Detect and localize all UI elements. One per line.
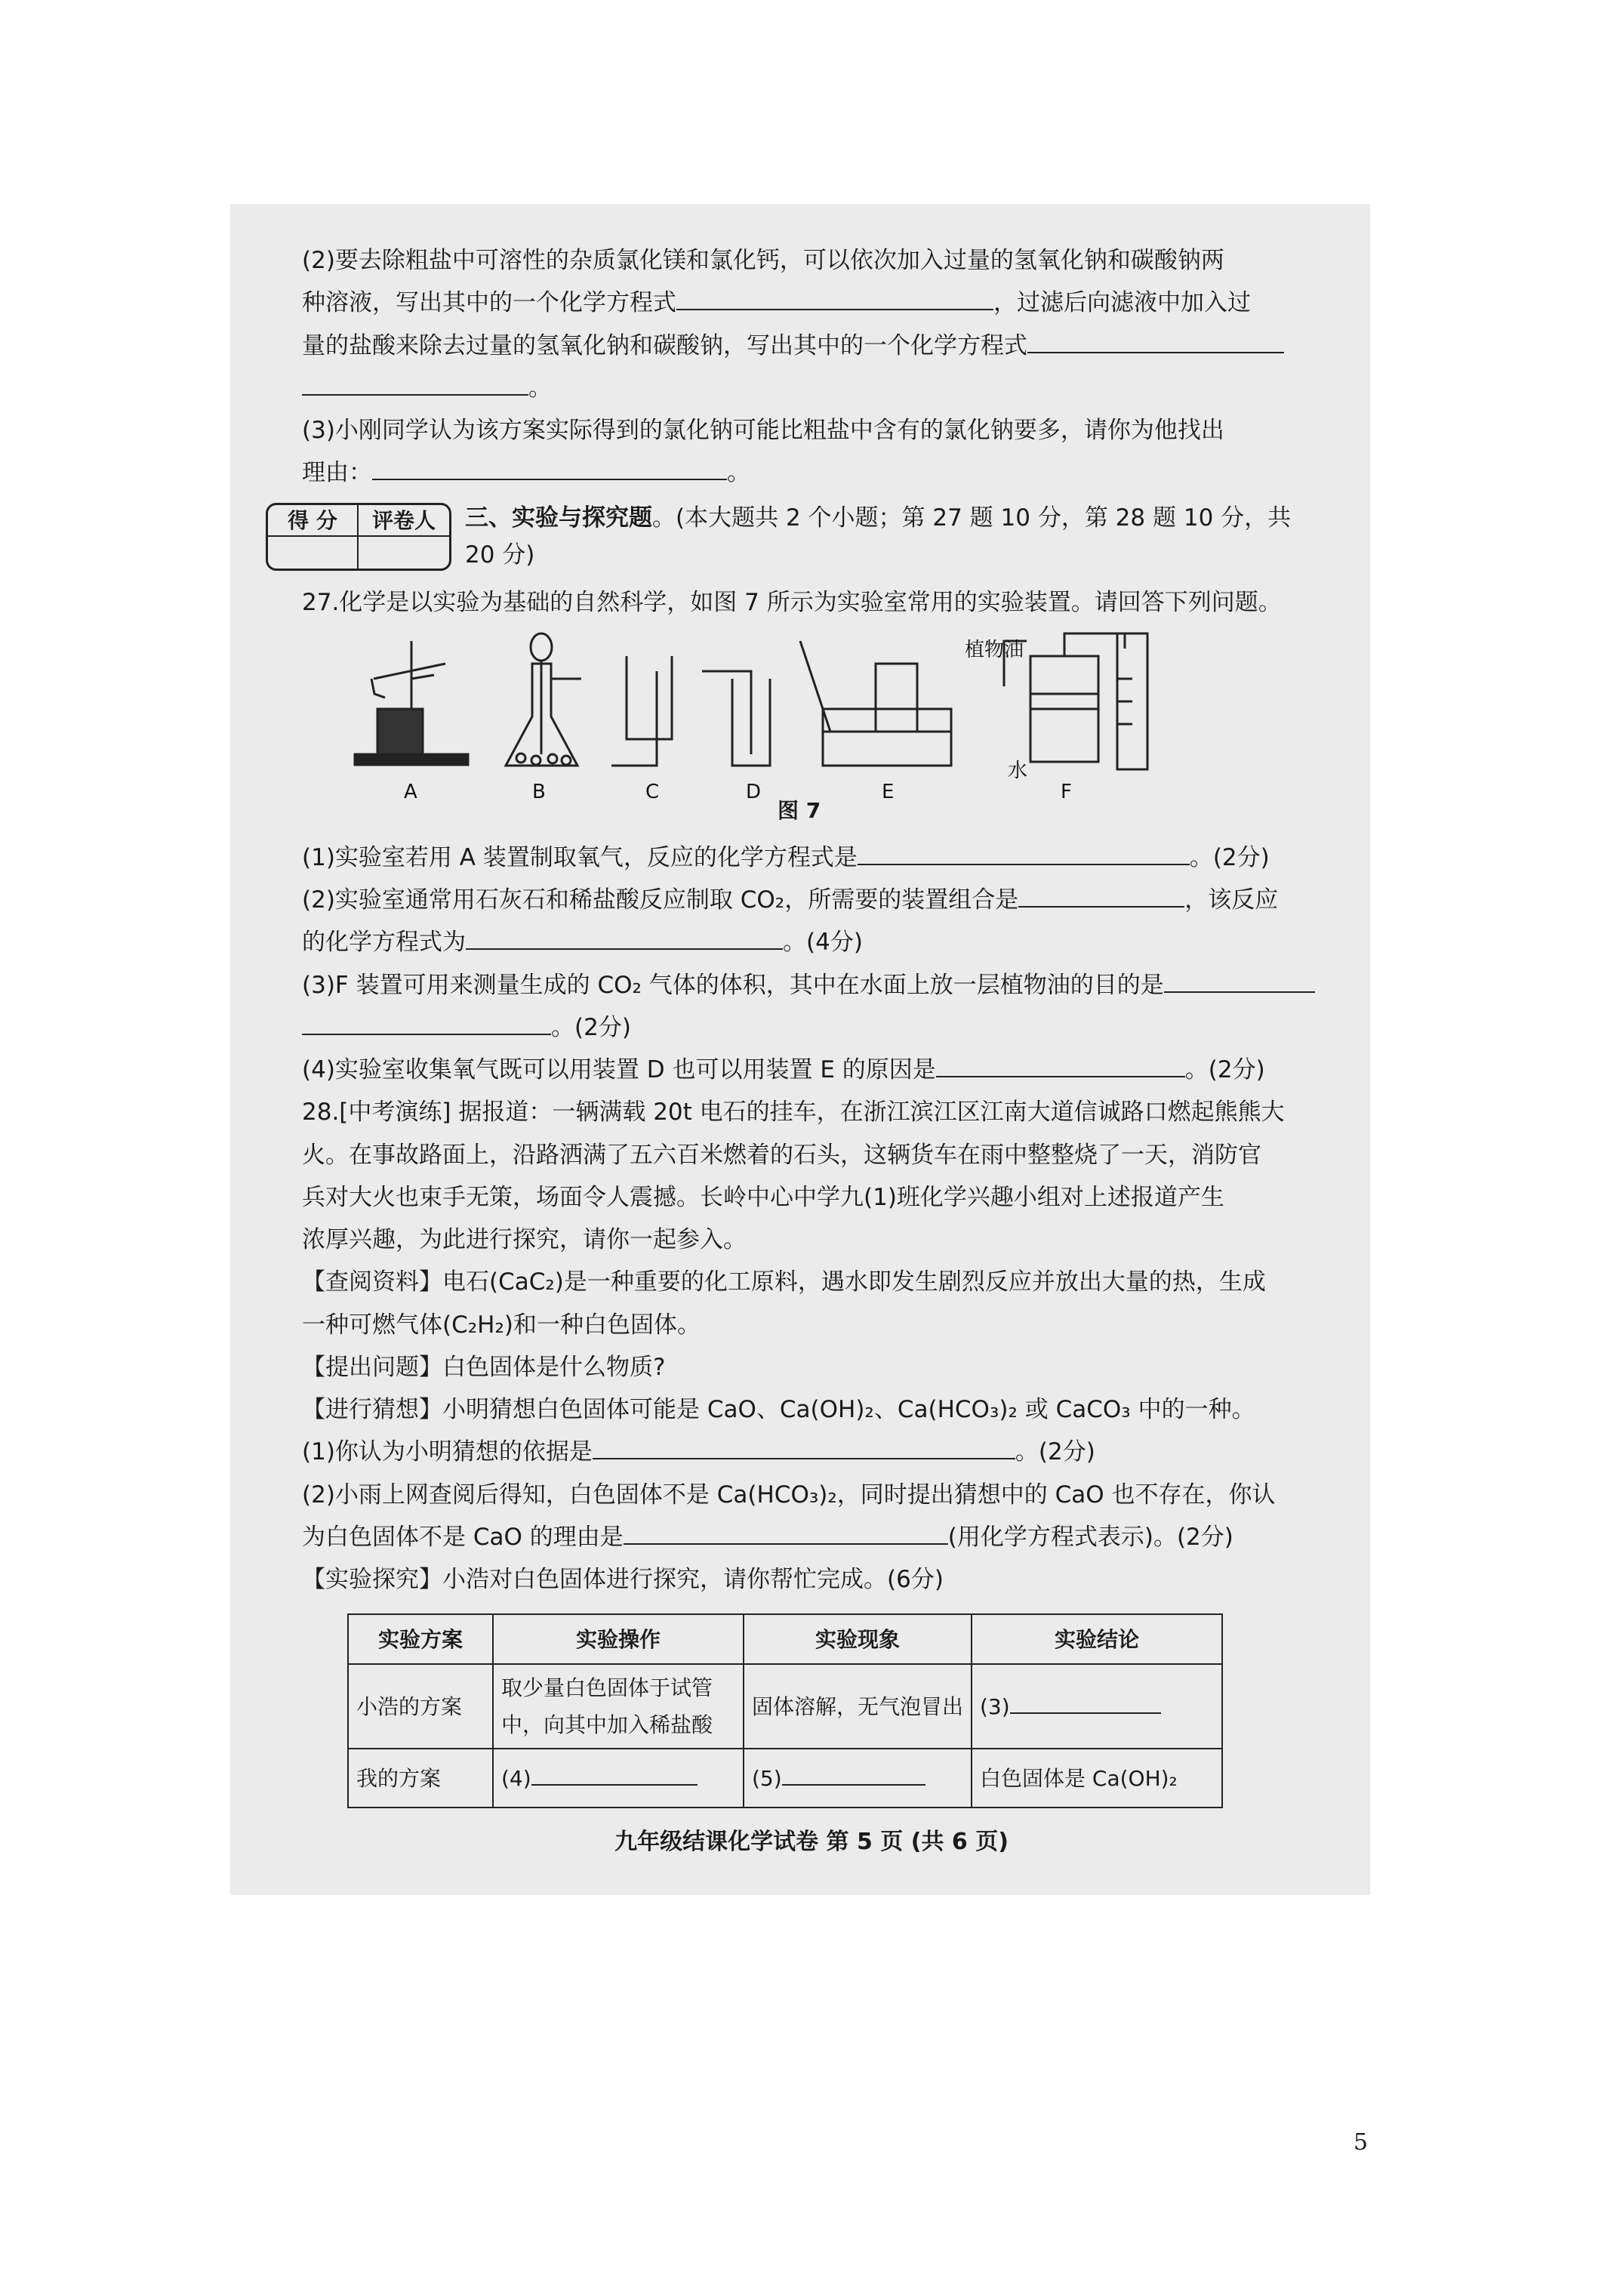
- points: 。(2分): [1189, 843, 1270, 871]
- table-cell-answer[interactable]: [972, 1664, 1222, 1749]
- q27-stem: 27.化学是以实验为基础的自然科学，如图 7 所示为实验室常用的实验装置。请回答下列问题。: [302, 588, 1282, 616]
- q27-2-text2: ，该反应: [1184, 886, 1279, 914]
- answer-blank[interactable]: [624, 1521, 948, 1545]
- period: 。: [727, 459, 750, 487]
- section3-note: 。(本大题共 2 个小题；第 27 题 10 分，第 28 题 10 分，共: [652, 504, 1292, 532]
- blank-label: (5): [752, 1765, 782, 1791]
- q26-part3-line1: (3)小刚同学认为该方案实际得到的氯化钠可能比粗盐中含有的氯化钠要多，请你为他找出: [302, 417, 1224, 444]
- q28-stem-4: 浓厚兴趣，为此进行探究，请你一起参入。: [302, 1226, 747, 1254]
- q27-2-text: (2)实验室通常用石灰石和稀盐酸反应制取 CO₂，所需要的装置组合是: [302, 886, 1019, 914]
- q26-part2-line2: [302, 282, 1344, 323]
- q27-2-line1: [302, 880, 1344, 920]
- page-footer: 九年级结课化学试卷 第 5 页 (共 6 页): [614, 1829, 1009, 1855]
- answer-blank[interactable]: [1027, 329, 1284, 353]
- figure-caption: 图 7: [778, 797, 821, 823]
- q28-stem-2: 火。在事故路面上，沿路洒满了五六百米燃着的石头，这辆货车在雨中整整烧了一天，消防官: [302, 1141, 1261, 1169]
- table-cell: 取少量白色固体于试管中，向其中加入稀盐酸: [493, 1664, 744, 1749]
- points: (用化学方程式表示)。(2分): [947, 1523, 1233, 1551]
- score-box: [266, 503, 451, 571]
- answer-blank[interactable]: [372, 456, 727, 480]
- table-cell: 小浩的方案: [348, 1664, 493, 1749]
- q26-part3-label: 理由：: [302, 459, 372, 487]
- answer-blank[interactable]: [302, 1011, 551, 1035]
- q28-s2-line2: [302, 1517, 1344, 1558]
- figure-label-e: E: [882, 780, 895, 803]
- table-cell: 固体溶解，无气泡冒出: [744, 1664, 972, 1749]
- q27-1-text: (1)实验室若用 A 装置制取氧气，反应的化学方程式是: [302, 843, 858, 871]
- figure-oil-label: 植物油: [965, 638, 1024, 661]
- figure-label-d: D: [746, 780, 762, 803]
- blank-label: (3): [980, 1693, 1010, 1719]
- figure-7: [302, 626, 1344, 823]
- q28-s2-text: 为白色固体不是 CaO 的理由是: [302, 1523, 624, 1551]
- q26-part2-text2: ，过滤后向滤液中加入过: [993, 289, 1251, 317]
- q28-stem-1: 28.[中考演练] 据报道：一辆满载 20t 电石的挂车，在浙江滨江区江南大道信诚路口燃起熊熊大: [302, 1099, 1285, 1126]
- section3-header: [266, 500, 1344, 575]
- q26-part3-line2: [302, 452, 1344, 493]
- lab-apparatus-illustration: [302, 626, 1283, 815]
- q28-explore: 【实验探究】小浩对白色固体进行探究，请你帮忙完成。(6分): [302, 1566, 944, 1594]
- points: 。(2分): [1184, 1056, 1265, 1084]
- q26-part2-line3: [302, 325, 1344, 366]
- grader-cell[interactable]: [359, 537, 449, 569]
- table-header: 实验操作: [493, 1614, 744, 1664]
- experiment-table: [347, 1613, 1223, 1808]
- table-header: 实验结论: [972, 1614, 1222, 1664]
- figure-water-label: 水: [1008, 759, 1028, 782]
- q28-s1: [302, 1432, 1344, 1472]
- table-cell: 我的方案: [348, 1749, 493, 1808]
- q27-2-line2: [302, 922, 1344, 963]
- answer-blank[interactable]: [466, 926, 783, 950]
- answer-blank[interactable]: [1010, 1690, 1161, 1714]
- q27-3-text: (3)F 装置可用来测量生成的 CO₂ 气体的体积，其中在水面上放一层植物油的目的是: [302, 971, 1164, 999]
- answer-blank[interactable]: [302, 371, 528, 396]
- table-header: 实验方案: [348, 1614, 493, 1664]
- blank-label: (4): [501, 1765, 531, 1791]
- section3-note2: 20 分): [465, 541, 535, 569]
- section3-title: 三、实验与探究题: [465, 504, 652, 532]
- q27-1: [302, 837, 1344, 878]
- answer-blank[interactable]: [593, 1435, 1015, 1459]
- table-cell-answer[interactable]: [744, 1749, 972, 1808]
- grader-label: 评卷人: [359, 505, 449, 537]
- answer-blank[interactable]: [531, 1761, 698, 1786]
- score-cell[interactable]: [268, 537, 359, 569]
- points: 。(2分): [551, 1013, 631, 1041]
- table-row: [348, 1664, 1222, 1749]
- q26-part2-text: 种溶液，写出其中的一个化学方程式: [302, 289, 676, 317]
- q28-s1-text: (1)你认为小明猜想的依据是: [302, 1438, 593, 1466]
- q27-4-text: (4)实验室收集氧气既可以用装置 D 也可以用装置 E 的原因是: [302, 1056, 936, 1084]
- exam-content: [288, 240, 1344, 1808]
- figure-label-b: B: [532, 780, 546, 803]
- answer-blank[interactable]: [936, 1053, 1185, 1077]
- q27-2-text3: 的化学方程式为: [302, 929, 466, 957]
- figure-label-a: A: [404, 780, 417, 803]
- figure-label-c: C: [645, 780, 660, 803]
- table-header-row: [348, 1614, 1222, 1664]
- q28-info-2: 一种可燃气体(C₂H₂)和一种白色固体。: [302, 1311, 701, 1339]
- points: 。(4分): [783, 929, 863, 957]
- score-label: 得 分: [268, 505, 359, 537]
- figure-label-f: F: [1061, 780, 1072, 803]
- answer-blank[interactable]: [782, 1761, 925, 1786]
- q26-part2-line1: (2)要去除粗盐中可溶性的杂质氯化镁和氯化钙，可以依次加入过量的氢氧化钠和碳酸钠两: [302, 247, 1224, 274]
- section3-title-block: [465, 500, 1291, 575]
- q26-part2-text3: 量的盐酸来除去过量的氢氧化钠和碳酸钠，写出其中的一个化学方程式: [302, 331, 1027, 359]
- table-header: 实验现象: [744, 1614, 972, 1664]
- answer-blank[interactable]: [1164, 969, 1315, 993]
- table-cell-answer[interactable]: [493, 1749, 744, 1808]
- answer-blank[interactable]: [858, 841, 1190, 865]
- page-number: 5: [1354, 2129, 1369, 2156]
- answer-blank[interactable]: [676, 286, 993, 310]
- q27-3-line2: [302, 1007, 1344, 1048]
- q26-part2-line4: [302, 368, 1344, 408]
- q28-question: 【提出问题】白色固体是什么物质?: [302, 1353, 666, 1381]
- points: 。(2分): [1015, 1438, 1095, 1466]
- q27-4: [302, 1049, 1344, 1090]
- period: 。: [528, 374, 552, 402]
- q28-info-1: 【查阅资料】电石(CaC₂)是一种重要的化工原料，遇水即发生剧烈反应并放出大量的热，生成: [302, 1268, 1266, 1296]
- table-cell: 白色固体是 Ca(OH)₂: [972, 1749, 1222, 1808]
- q27-3-line1: [302, 965, 1344, 1006]
- q28-guess: 【进行猜想】小明猜想白色固体可能是 CaO、Ca(OH)₂、Ca(HCO₃)₂ 或 CaCO₃ 中的一种。: [302, 1396, 1255, 1424]
- q28-stem-3: 兵对大火也束手无策，场面令人震撼。长岭中心中学九(1)班化学兴趣小组对上述报道产生: [302, 1183, 1224, 1211]
- q28-s2-line1: (2)小雨上网查阅后得知，白色固体不是 Ca(HCO₃)₂，同时提出猜想中的 CaO 也不存在，你认: [302, 1481, 1276, 1509]
- table-row: [348, 1749, 1222, 1808]
- answer-blank[interactable]: [1018, 883, 1184, 908]
